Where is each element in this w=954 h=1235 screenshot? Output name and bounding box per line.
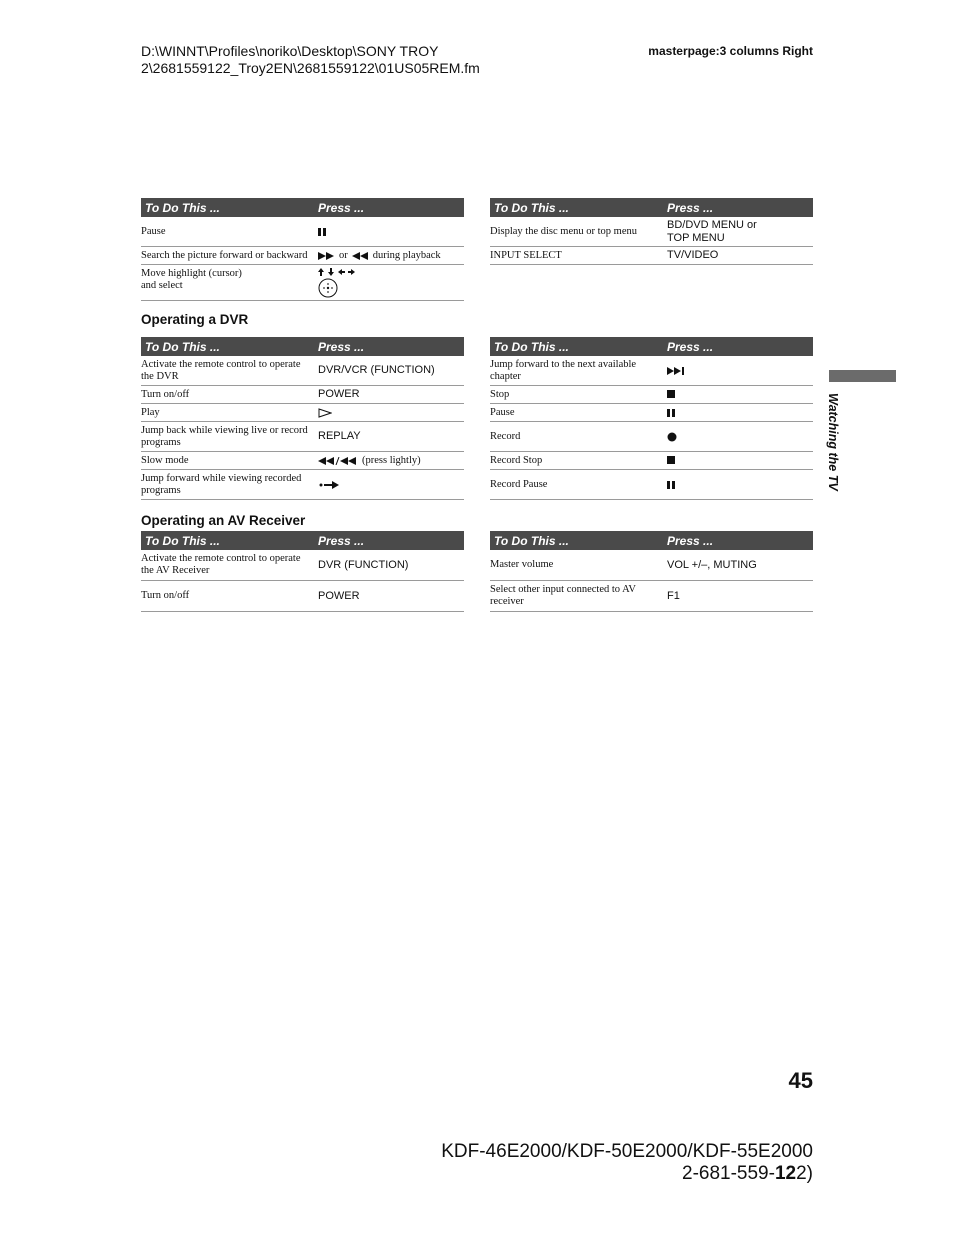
action-cell: Record Stop xyxy=(490,454,543,466)
col-press-header: Press ... xyxy=(667,339,714,354)
stop-icon xyxy=(667,390,676,399)
select-button-icon xyxy=(318,278,338,298)
press-cell xyxy=(667,432,813,442)
col-press-header: Press ... xyxy=(318,200,365,215)
model-info xyxy=(441,1141,813,1185)
table-row xyxy=(490,386,813,404)
press-cell: DVR (FUNCTION) xyxy=(318,558,409,571)
table-row xyxy=(490,356,813,386)
table-row xyxy=(490,581,813,612)
action-line1: Move highlight (cursor) xyxy=(141,268,242,279)
action-cell: Activate the remote control to operate the AV Receiver xyxy=(141,553,301,576)
bd-table-right xyxy=(490,198,813,265)
table-row xyxy=(141,550,464,581)
page-number: 45 xyxy=(788,1068,813,1093)
press-cell xyxy=(318,268,464,298)
press-cell xyxy=(318,408,464,418)
action-cell: Stop xyxy=(490,388,510,400)
action-cell: Play xyxy=(141,406,160,418)
part-code-suffix: 2) xyxy=(796,1163,813,1184)
during-playback-text: during playback xyxy=(372,250,441,261)
dvr-table-right xyxy=(490,337,813,500)
action-cell: Jump forward while viewing recorded programs xyxy=(141,472,302,496)
table-row xyxy=(141,422,464,452)
rewind-icon xyxy=(352,252,369,260)
press-cell: POWER xyxy=(318,388,360,400)
table-row xyxy=(490,217,813,247)
part-code-bold: 12 xyxy=(774,1163,797,1184)
press-cell xyxy=(667,481,813,489)
press-cell xyxy=(318,249,464,262)
table-header xyxy=(490,337,813,356)
table-header xyxy=(141,531,464,550)
press-cell: F1 xyxy=(667,589,680,602)
next-chapter-icon xyxy=(667,367,687,375)
press-cell xyxy=(667,219,813,245)
dvr-section-title: Operating a DVR xyxy=(141,312,249,327)
press-cell xyxy=(318,480,464,490)
pause-icon xyxy=(667,409,676,417)
col-todo-header: To Do This ... xyxy=(494,533,569,548)
table-row xyxy=(490,404,813,422)
play-icon xyxy=(318,408,332,418)
or-text: or xyxy=(339,250,348,261)
col-press-header: Press ... xyxy=(667,200,714,215)
model-numbers: KDF-46E2000/KDF-50E2000/KDF-55E2000 xyxy=(441,1141,813,1162)
action-cell: Select other input connected to AV receiver xyxy=(490,584,636,607)
dvr-table-left xyxy=(141,337,464,500)
col-todo-header: To Do This ... xyxy=(145,339,220,354)
table-row xyxy=(141,247,464,265)
masterpage-label: masterpage:3 columns Right xyxy=(648,44,813,58)
press-cell xyxy=(318,454,464,467)
press-line2: TOP MENU xyxy=(667,231,725,244)
action-cell: Master volume xyxy=(490,559,554,570)
file-path-line1: D:\WINNT\Profiles\noriko\Desktop\SONY TROY xyxy=(141,43,439,59)
pause-icon xyxy=(318,228,327,236)
table-row xyxy=(490,247,813,265)
col-press-header: Press ... xyxy=(318,533,365,548)
slow-rewind-icon xyxy=(318,457,358,465)
chapter-tab-bar xyxy=(829,370,896,382)
table-header xyxy=(490,531,813,550)
press-cell xyxy=(667,409,813,417)
pause-icon xyxy=(667,481,676,489)
press-cell xyxy=(667,367,813,375)
col-todo-header: To Do This ... xyxy=(494,339,569,354)
col-todo-header: To Do This ... xyxy=(145,200,220,215)
table-row xyxy=(141,581,464,612)
press-cell: VOL +/–, MUTING xyxy=(667,558,757,571)
action-cell: Jump forward to the next available chapter xyxy=(490,358,637,382)
av-table-left xyxy=(141,531,464,612)
arrow-keys-icon xyxy=(318,268,356,276)
press-cell: POWER xyxy=(318,589,360,602)
table-row xyxy=(141,217,464,247)
press-lightly-text: (press lightly) xyxy=(362,455,421,466)
fast-forward-icon xyxy=(318,252,335,260)
record-icon xyxy=(667,432,677,442)
table-row xyxy=(141,265,464,301)
action-cell: Slow mode xyxy=(141,454,189,466)
action-cell: INPUT SELECT xyxy=(490,249,562,261)
action-cell: Turn on/off xyxy=(141,590,190,601)
action-cell: Jump back while viewing live or record programs xyxy=(141,424,308,448)
table-row xyxy=(141,386,464,404)
table-header xyxy=(490,198,813,217)
table-row xyxy=(141,452,464,470)
col-press-header: Press ... xyxy=(318,339,365,354)
press-cell xyxy=(667,456,813,465)
action-cell: Pause xyxy=(490,406,515,418)
part-code-prefix: 2-681-559- xyxy=(682,1163,775,1184)
press-cell: DVR/VCR (FUNCTION) xyxy=(318,364,435,376)
action-cell: Turn on/off xyxy=(141,388,190,400)
table-row xyxy=(490,470,813,500)
skip-forward-icon xyxy=(318,480,340,490)
table-row xyxy=(141,470,464,500)
press-line1: BD/DVD MENU or xyxy=(667,218,757,231)
action-cell xyxy=(141,268,318,292)
col-todo-header: To Do This ... xyxy=(145,533,220,548)
action-cell: Record xyxy=(490,430,521,442)
action-cell: Activate the remote control to operate the DVR xyxy=(141,358,301,382)
table-row xyxy=(141,404,464,422)
press-cell: REPLAY xyxy=(318,430,361,442)
action-cell: Search the picture forward or backward xyxy=(141,249,308,261)
part-code xyxy=(441,1163,813,1185)
press-cell xyxy=(667,390,813,399)
table-row xyxy=(490,422,813,452)
table-row xyxy=(490,550,813,581)
chapter-tab-label: Watching the TV xyxy=(826,393,840,491)
table-header xyxy=(141,198,464,217)
action-line2: and select xyxy=(141,280,183,291)
table-row xyxy=(490,452,813,470)
action-cell: Display the disc menu or top menu xyxy=(490,225,637,237)
av-table-right xyxy=(490,531,813,612)
col-todo-header: To Do This ... xyxy=(494,200,569,215)
stop-icon xyxy=(667,456,676,465)
bd-table-left xyxy=(141,198,464,301)
press-cell: TV/VIDEO xyxy=(667,249,719,261)
action-cell: Pause xyxy=(141,225,166,237)
file-path-line2: 2\2681559122_Troy2EN\2681559122\01US05REM.fm xyxy=(141,60,480,76)
col-press-header: Press ... xyxy=(667,533,714,548)
press-cell xyxy=(318,228,464,236)
table-row xyxy=(141,356,464,386)
file-path xyxy=(141,43,480,77)
table-header xyxy=(141,337,464,356)
action-cell: Record Pause xyxy=(490,478,548,490)
av-section-title: Operating an AV Receiver xyxy=(141,513,306,528)
